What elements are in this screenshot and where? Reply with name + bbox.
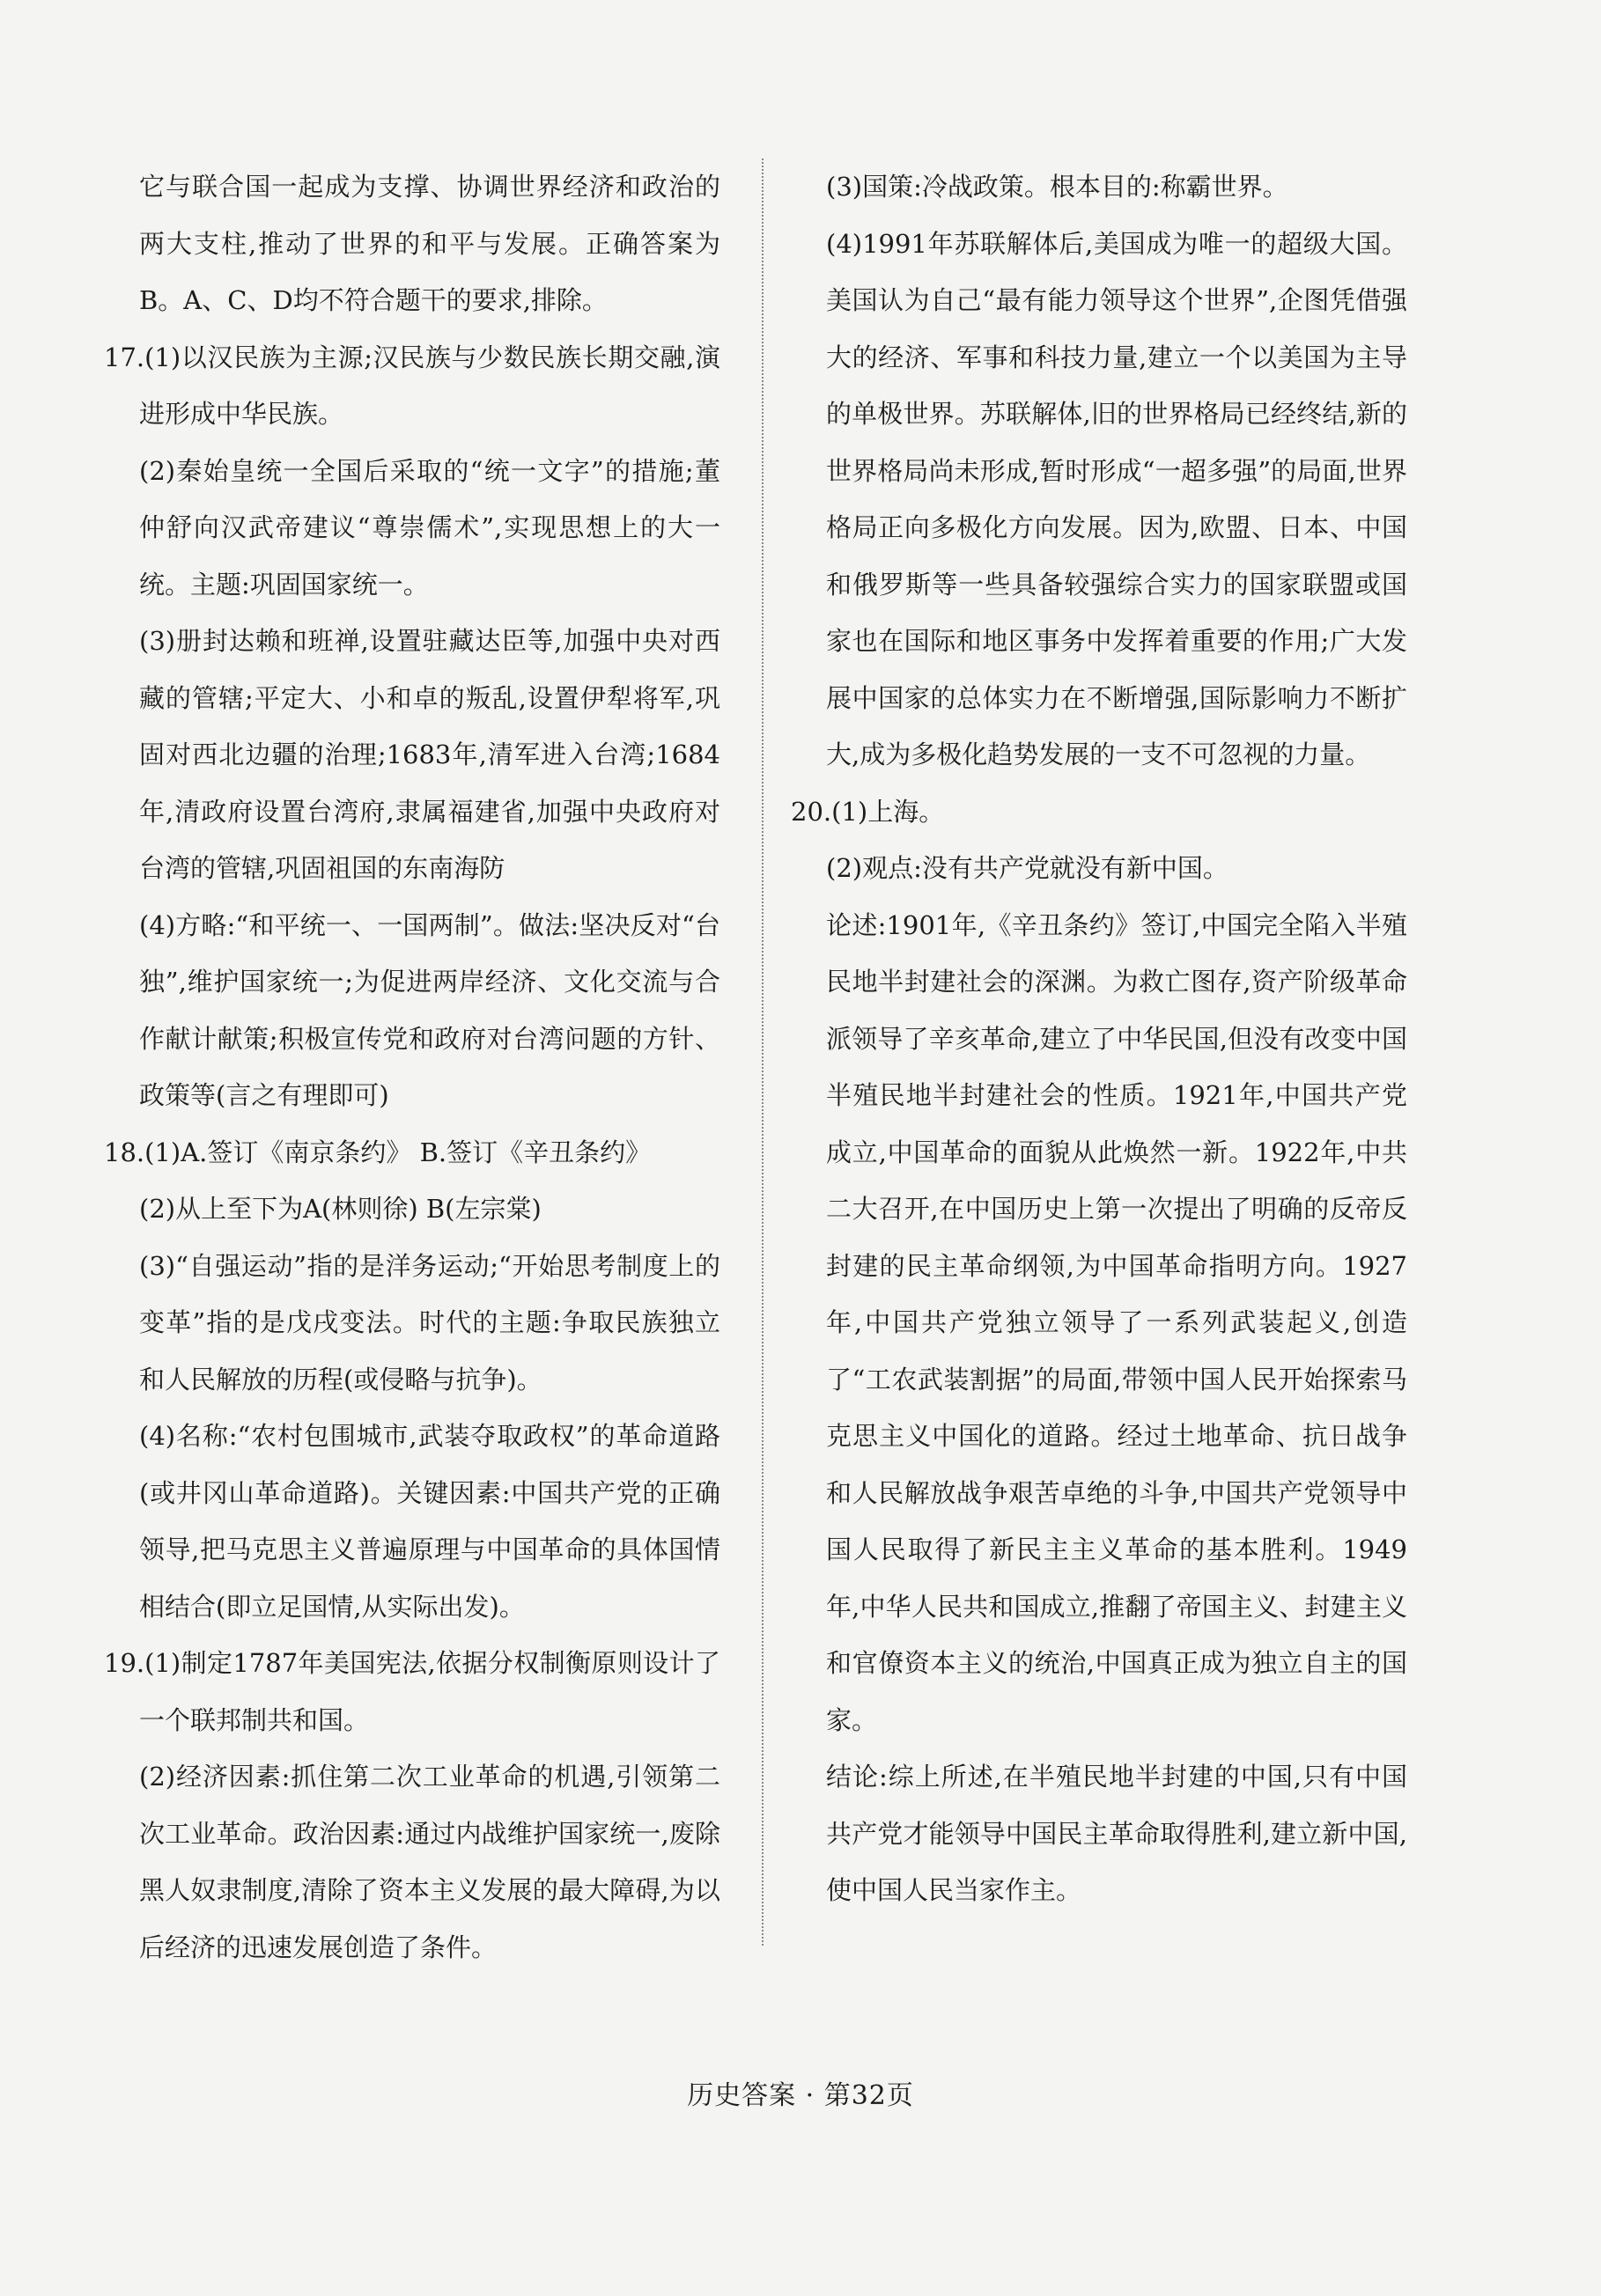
question-18-part-1: 18.(1)A.签订《南京条约》 B.签订《辛丑条约》: [104, 1137, 652, 1167]
question-20-part-2: (2)观点:没有共产党就没有新中国。: [826, 853, 1228, 883]
question-17-part-2: (2)秦始皇统一全国后采取的“统一文字”的措施;董仲舒向汉武帝建议“尊崇儒术”,实现思想上的大一统。主题:巩固国家统一。: [139, 455, 720, 600]
question-18-part-2: (2)从上至下为A(林则徐) B(左宗棠): [139, 1194, 542, 1224]
question-17-part-1: 17.(1)以汉民族为主源;汉民族与少数民族长期交融,演进形成中华民族。: [104, 342, 720, 429]
question-19-part-1: 19.(1)制定1787年美国宪法,依据分权制衡原则设计了一个联邦制共和国。: [104, 1648, 720, 1735]
column-divider: [762, 158, 764, 1946]
question-19-part-4: (4)1991年苏联解体后,美国成为唯一的超级大国。美国认为自己“最有能力领导这个世界”,企图凭借强大的经济、军事和科技力量,建立一个以美国为主导的单极世界。苏联解体,旧的世界格局已经终结,新的世界格局尚未形成,暂时形成“一超多强”的局面,世界格局正向多极化方向发展。因为,欧盟、日本、中国和俄罗斯等一些具备较强综合实力的国家联盟或国家也在国际和地区事务中发挥着重要的作用;广大发展中国家的总体实力在不断增强,国际影响力不断扩大,成为多极化趋势发展的一支不可忽视的力量。: [826, 228, 1407, 769]
right-column: [791, 158, 1407, 1919]
page-footer: 历史答案 · 第32页: [687, 2080, 914, 2111]
question-18-part-3: (3)“自强运动”指的是洋务运动;“开始思考制度上的变革”指的是戊戌变法。时代的主题:争取民族独立和人民解放的历程(或侵略与抗争)。: [139, 1250, 720, 1395]
question-20-argument: 论述:1901年,《辛丑条约》签订,中国完全陷入半殖民地半封建社会的深渊。为救亡图存,资产阶级革命派领导了辛亥革命,建立了中华民国,但没有改变中国半殖民地半封建社会的性质。1921年,中国共产党成立,中国革命的面貌从此焕然一新。1922年,中共二大召开,在中国历史上第一次提出了明确的反帝反封建的民主革命纲领,为中国革命指明方向。1927年,中国共产党独立领导了一系列武装起义,创造了“工农武装割据”的局面,带领中国人民开始探索马克思主义中国化的道路。经过土地革命、抗日战争和人民解放战争艰苦卓绝的斗争,中国共产党领导中国人民取得了新民主主义革命的基本胜利。1949年,中华人民共和国成立,推翻了帝国主义、封建主义和官僚资本主义的统治,中国真正成为独立自主的国家。: [826, 909, 1407, 1735]
question-19-part-3: (3)国策:冷战政策。根本目的:称霸世界。: [826, 172, 1288, 202]
question-20-conclusion: 结论:综上所述,在半殖民地半封建的中国,只有中国共产党才能领导中国民主革命取得胜利,建立新中国,使中国人民当家作主。: [826, 1762, 1407, 1905]
question-20-part-1: 20.(1)上海。: [791, 796, 945, 827]
paragraph: 它与联合国一起成为支撑、协调世界经济和政治的两大支柱,推动了世界的和平与发展。正确答案为B。A、C、D均不符合题干的要求,排除。: [139, 172, 720, 315]
question-19-part-2: (2)经济因素:抓住第二次工业革命的机遇,引领第二次工业革命。政治因素:通过内战维护国家统一,废除黑人奴隶制度,清除了资本主义发展的最大障碍,为以后经济的迅速发展创造了条件。: [139, 1762, 720, 1962]
question-17-part-4: (4)方略:“和平统一、一国两制”。做法:坚决反对“台独”,维护国家统一;为促进两岸经济、文化交流与合作献计献策;积极宣传党和政府对台湾问题的方针、政策等(言之有理即可): [139, 909, 720, 1110]
left-column: [104, 158, 720, 1976]
question-18-part-4: (4)名称:“农村包围城市,武装夺取政权”的革命道路(或井冈山革命道路)。关键因素:中国共产党的正确领导,把马克思主义普遍原理与中国革命的具体国情相结合(即立足国情,从实际出发)。: [139, 1421, 720, 1622]
question-17-part-3: (3)册封达赖和班禅,设置驻藏达臣等,加强中央对西藏的管辖;平定大、小和卓的叛乱,设置伊犁将军,巩固对西北边疆的治理;1683年,清军进入台湾;1684年,清政府设置台湾府,隶属福建省,加强中央政府对台湾的管辖,巩固祖国的东南海防: [139, 626, 720, 883]
